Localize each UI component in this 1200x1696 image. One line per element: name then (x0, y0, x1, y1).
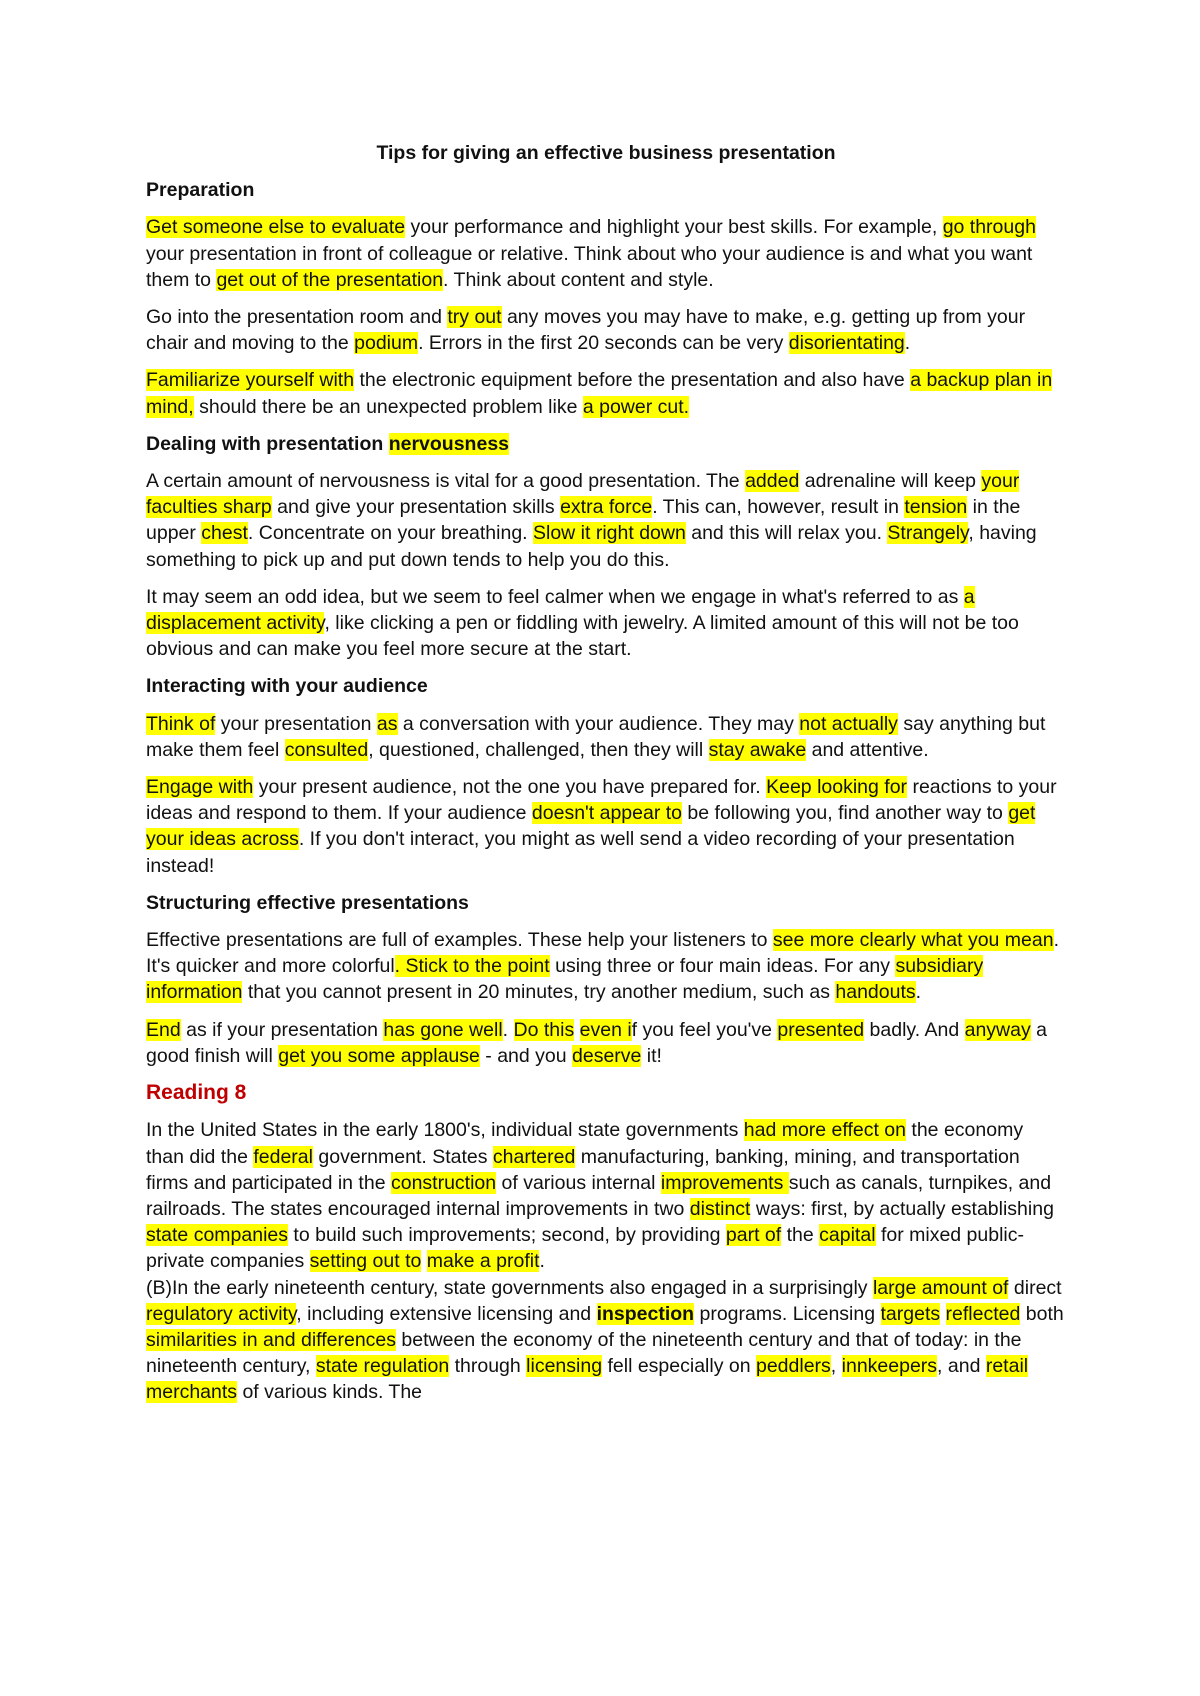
highlighted-text: regulatory activity (146, 1302, 297, 1325)
text-run: should there be an unexpected problem like (193, 395, 583, 418)
text-run: adrenaline will keep (799, 470, 982, 493)
text-run: your present audience, not the one you have prepared for. (253, 776, 767, 799)
text-run: , (830, 1355, 842, 1378)
text-run: your presentation in front of colleague or relative. Think about who your audience is and what you want them to (146, 242, 1033, 291)
highlighted-text: chest (201, 522, 248, 545)
text-run: It may seem an odd idea, but we seem to feel calmer when we engage in what's referred to as (146, 585, 964, 608)
text-run: . Errors in the first 20 seconds can be very (418, 332, 789, 355)
highlighted-text: similarities in and differences (146, 1328, 397, 1351)
section-heading: Preparation (146, 179, 255, 202)
text-run: the electronic equipment before the presentation and also have (354, 369, 911, 392)
text-run: using three or four main ideas. For any (549, 955, 896, 978)
text-run: . (904, 332, 911, 355)
text-run: and give your presentation skills (271, 496, 561, 519)
highlighted-text: doesn't appear to (531, 802, 683, 825)
highlighted-text: presented (777, 1018, 865, 1041)
highlighted-text: state regulation (315, 1355, 450, 1378)
highlighted-text: Strangely (887, 522, 969, 545)
text-run: . Concentrate on your breathing. (247, 522, 533, 545)
highlighted-text: your faculties sharp (146, 470, 1020, 519)
text-run: reactions to your ideas and respond to them. If your audience (146, 776, 1057, 825)
text-run: , like clicking a pen or fiddling with jewelry. A limited amount of this will not be too obvious and can make you feel more secure at the start. (146, 612, 1019, 661)
highlighted-text: handouts (835, 981, 916, 1004)
highlighted-text: Do this (513, 1018, 575, 1041)
text-run: . (539, 1250, 545, 1273)
highlighted-text: nervousness (388, 432, 510, 455)
paragraph (146, 927, 1066, 1006)
text-run: any moves you may have to make, e.g. getting up from your chair and moving to the (146, 306, 1026, 355)
highlighted-text: setting out to (309, 1250, 422, 1273)
highlighted-text: see more clearly what you mean (772, 929, 1054, 952)
highlighted-text: capital (819, 1224, 876, 1247)
text-run: . (915, 981, 922, 1004)
highlighted-text: improvements (660, 1171, 789, 1194)
text-run: such as canals, turnpikes, and railroads. The states encouraged internal improvements in two (146, 1171, 1052, 1220)
text-run: to build such improvements; second, by providing (288, 1224, 726, 1247)
text-run: and attentive. (806, 738, 929, 761)
paragraph (146, 468, 1066, 573)
highlighted-text: not actually (799, 712, 898, 735)
highlighted-text: try out (447, 306, 502, 329)
highlighted-text: get your ideas across (146, 802, 1036, 851)
text-run: be following you, find another way to (682, 802, 1009, 825)
text-run: . This can, however, result in (652, 496, 905, 519)
highlighted-text: construction (390, 1171, 497, 1194)
text-run: the (781, 1224, 820, 1247)
highlighted-text: licensing (526, 1355, 603, 1378)
highlighted-text: added (745, 470, 800, 493)
text-run: , including extensive licensing and (296, 1302, 597, 1325)
highlighted-text: tension (904, 496, 968, 519)
paragraph (146, 1275, 1066, 1406)
text-run: government. States (312, 1145, 493, 1168)
text-run: of various kinds. The (237, 1381, 423, 1404)
highlighted-text: targets (880, 1302, 941, 1325)
text-run: the economy than did the (146, 1119, 1024, 1168)
document-page (146, 140, 1066, 1406)
text-run: programs. Licensing (694, 1302, 881, 1325)
text-run: , having something to pick up and put down tends to help you do this. (146, 522, 1037, 571)
text-run: ways: first, by actually establishing (750, 1197, 1054, 1220)
text-run: direct (1008, 1276, 1062, 1299)
highlighted-text: innkeepers (841, 1355, 938, 1378)
highlighted-text: extra force (560, 496, 653, 519)
highlighted-text: a power cut. (582, 395, 690, 418)
highlighted-text: reflected (945, 1302, 1021, 1325)
text-run: your presentation (215, 712, 377, 735)
highlighted-text: large amount of (872, 1276, 1009, 1299)
section-heading (146, 431, 1066, 457)
paragraph (146, 367, 1066, 419)
highlighted-text: has gone well (383, 1018, 503, 1041)
highlighted-text: get out of the presentation (216, 268, 444, 291)
highlighted-text: as (376, 712, 398, 735)
highlighted-text: Engage with (146, 776, 254, 799)
paragraph (146, 1117, 1066, 1274)
document-body (146, 177, 1066, 1405)
highlighted-text: deserve (572, 1044, 642, 1067)
highlighted-text: consulted (284, 738, 369, 761)
text-run: (B)In the early nineteenth century, state governments also engaged in a surprisingly (146, 1276, 873, 1299)
text-run: Dealing with presentation (146, 432, 389, 455)
highlighted-text: state companies (146, 1224, 288, 1247)
highlighted-text: Familiarize yourself with (146, 369, 355, 392)
text-run: In the United States in the early 1800's, individual state governments (146, 1119, 744, 1142)
highlighted-text: subsidiary information (146, 955, 984, 1004)
highlighted-text: go through (942, 216, 1036, 239)
highlighted-text: Keep looking for (766, 776, 908, 799)
paragraph (146, 711, 1066, 763)
highlighted-text: Think of (146, 712, 216, 735)
text-run: . (502, 1018, 514, 1041)
text-run (421, 1250, 426, 1272)
highlighted-text: chartered (492, 1145, 576, 1168)
text-run: of various internal (496, 1171, 661, 1194)
section-heading: Structuring effective presentations (146, 891, 469, 914)
highlighted-text: federal (253, 1145, 313, 1168)
highlighted-text: even i (579, 1018, 632, 1041)
text-run: a conversation with your audience. They may (397, 712, 800, 735)
paragraph (146, 1017, 1066, 1069)
text-run: - and you (479, 1044, 573, 1067)
text-run: badly. And (864, 1018, 965, 1041)
highlighted-text: podium (354, 332, 419, 355)
text-run: . If you don't interact, you might as well send a video recording of your presentation instead! (146, 828, 1015, 877)
highlighted-text: a backup plan in mind, (146, 369, 1053, 418)
highlighted-text: inspection (596, 1302, 695, 1325)
highlighted-text: stay awake (708, 738, 807, 761)
highlighted-text: Slow it right down (533, 522, 686, 545)
highlighted-text: . Stick to the point (394, 955, 550, 978)
reading-heading: Reading 8 (146, 1081, 247, 1105)
paragraph (146, 214, 1066, 293)
document-title: Tips for giving an effective business presentation (376, 142, 836, 164)
text-run (940, 1303, 945, 1325)
text-run (574, 1019, 579, 1041)
highlighted-text: retail merchants (146, 1355, 1029, 1404)
paragraph (146, 774, 1066, 879)
highlighted-text: a displacement activity (146, 585, 975, 635)
text-run: and this will relax you. (685, 522, 888, 545)
text-run: a good finish will (146, 1018, 1047, 1067)
section-heading: Interacting with your audience (146, 675, 428, 698)
highlighted-text: Get someone else to evaluate (146, 216, 406, 239)
highlighted-text: peddlers (755, 1355, 831, 1378)
highlighted-text: get you some applause (278, 1044, 480, 1067)
text-run: for mixed public-private companies (146, 1224, 1024, 1273)
text-run: say anything but make them feel (146, 712, 1046, 761)
text-run: . Think about content and style. (443, 268, 714, 291)
text-run: as if your presentation (180, 1018, 384, 1041)
text-run: manufacturing, banking, mining, and transportation firms and participated in the (146, 1145, 1020, 1194)
text-run: Effective presentations are full of examples. These help your listeners to (146, 929, 773, 952)
text-run: between the economy of the nineteenth century and that of today: in the nineteenth century, (146, 1328, 1022, 1378)
highlighted-text: disorientating (788, 332, 905, 355)
highlighted-text: make a profit (426, 1250, 540, 1273)
text-run: your performance and highlight your best skills. For example, (405, 216, 943, 239)
highlighted-text: had more effect on (743, 1119, 906, 1142)
text-run: both (1020, 1302, 1064, 1325)
text-run: fell especially on (602, 1355, 756, 1378)
highlighted-text: distinct (689, 1197, 751, 1220)
text-run: , and (937, 1355, 986, 1378)
highlighted-text: part of (725, 1224, 782, 1247)
text-run: through (449, 1355, 527, 1378)
text-run: it! (641, 1044, 662, 1067)
highlighted-text: End (146, 1018, 181, 1041)
text-run: , questioned, challenged, then they will (368, 738, 709, 761)
text-run: in the upper (146, 496, 1021, 545)
text-run: . It's quicker and more colorful (146, 929, 1060, 978)
text-run: Go into the presentation room and (146, 306, 448, 329)
highlighted-text: anyway (964, 1018, 1031, 1041)
text-run: f you feel you've (631, 1018, 778, 1041)
text-run: A certain amount of nervousness is vital for a good presentation. The (146, 470, 746, 493)
paragraph (146, 584, 1066, 663)
text-run: that you cannot present in 20 minutes, try another medium, such as (242, 981, 836, 1004)
paragraph (146, 304, 1066, 356)
